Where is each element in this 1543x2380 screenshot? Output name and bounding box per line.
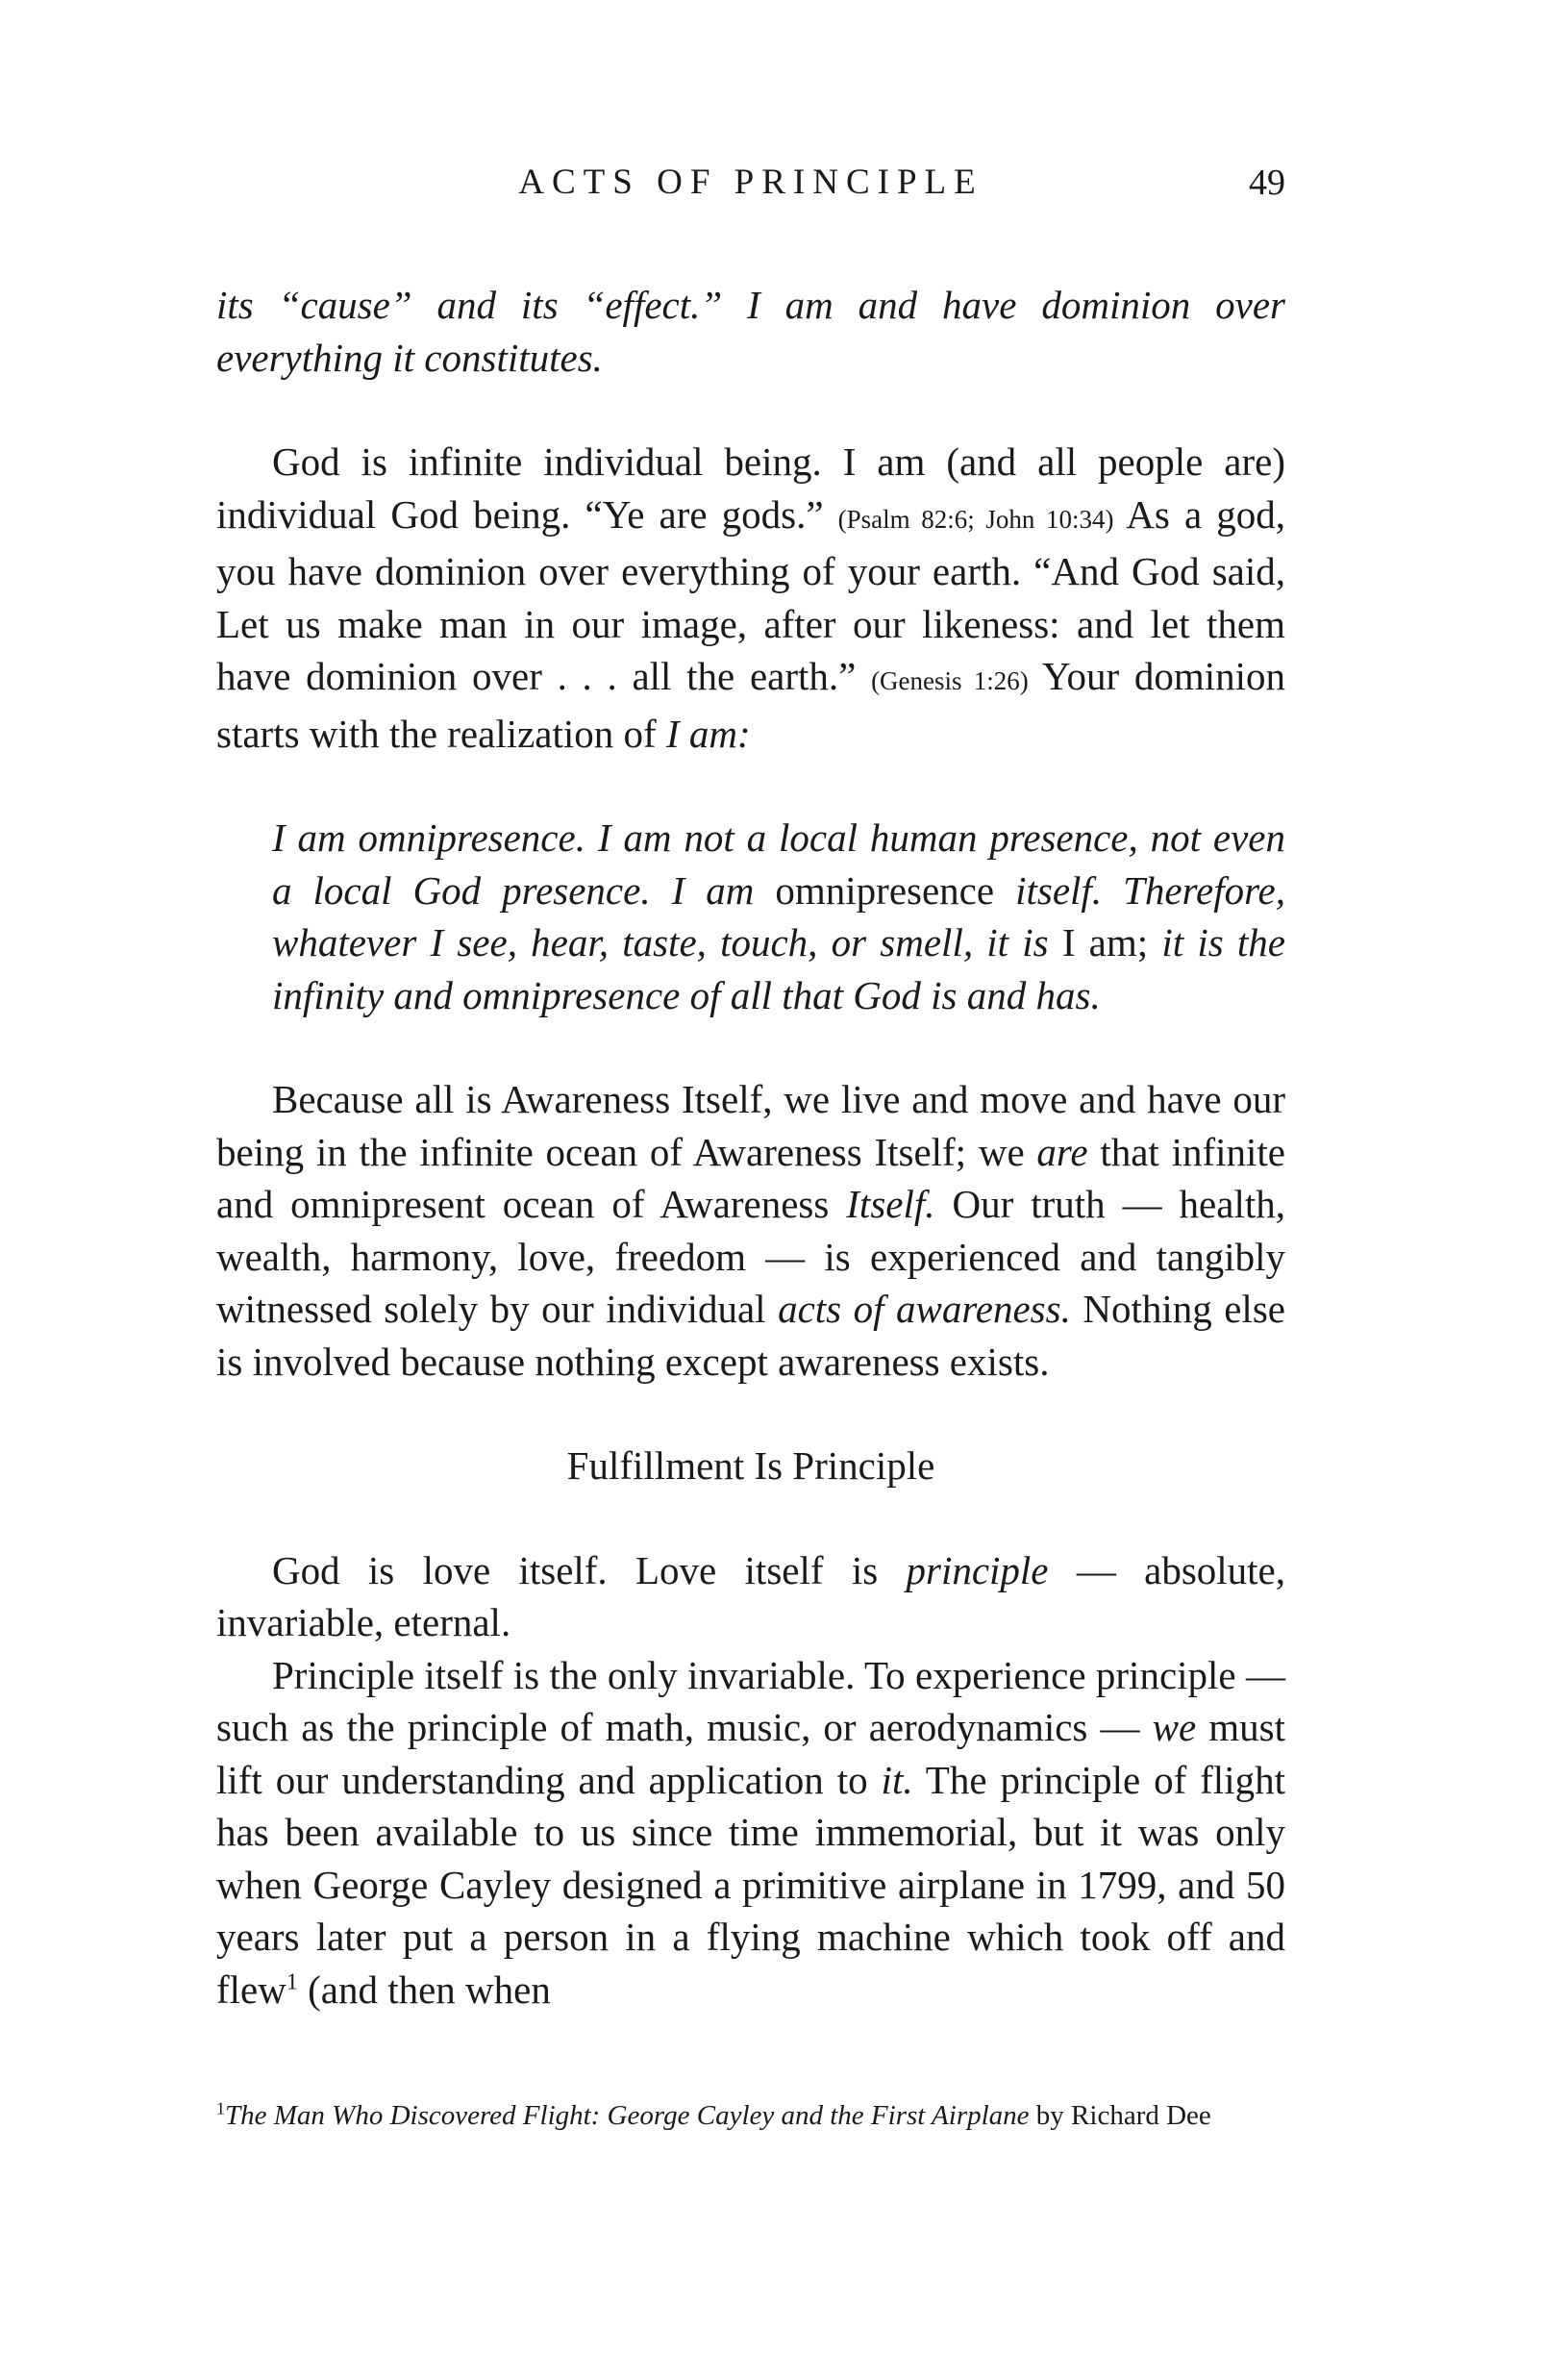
paragraph-text: Principle itself is the only invariable. To experience principle — such as the principle of math, music, or aerodynamics — xyxy=(216,1652,1285,1749)
paragraph-text: its “cause” and its “effect.” I am and have dominion over everything it constitutes. xyxy=(216,283,1285,380)
paragraph-text: Nothing else is involved because nothing except awareness exists. xyxy=(216,1287,1285,1384)
quote-text: I am omnipresence. I am not a local human presence, not even a local God presence. I am xyxy=(272,815,1285,913)
emphasis-text: we xyxy=(1152,1705,1197,1749)
emphasis-text: it. xyxy=(881,1757,913,1802)
emphasis-text: Itself. xyxy=(846,1182,935,1226)
paragraph-principle-itself xyxy=(216,1649,1285,2017)
running-head xyxy=(216,162,1285,210)
quote-roman-text: omnipresence xyxy=(775,867,1016,913)
emphasis-text: principle xyxy=(906,1547,1049,1592)
paragraph-text: Our truth — health, wealth, harmony, love, freedom — is experienced and tangibly witnessed solely by our individual xyxy=(216,1182,1285,1331)
paragraph-text: — absolute, invariable, eternal. xyxy=(216,1547,1286,1644)
book-page xyxy=(216,0,1285,2380)
quote-text: itself. Therefore, whatever I see, hear, taste, touch, or smell, it is xyxy=(272,867,1285,965)
section-heading: Fulfillment Is Principle xyxy=(566,1443,935,1488)
paragraph-god-is-infinite xyxy=(216,436,1285,760)
emphasis-text: I am: xyxy=(665,711,751,756)
scripture-citation: (Genesis 1:26) xyxy=(871,666,1029,695)
paragraph-text: Your dominion starts with the realization of xyxy=(216,654,1285,756)
paragraph-continuation xyxy=(216,279,1285,384)
footnote-book-title: The Man Who Discovered Flight: George Cayley and the First Airplane xyxy=(225,2100,1030,2131)
paragraph-text: that infinite and omnipresent ocean of Awareness xyxy=(216,1129,1285,1226)
paragraph-text: God is infinite individual being. I am (and all people are) individual God being. “Ye are gods.” xyxy=(216,439,1285,537)
paragraph-awareness xyxy=(216,1073,1285,1388)
page-number: 49 xyxy=(1249,163,1285,203)
body-text xyxy=(216,279,1285,2016)
footnote-marker: 1 xyxy=(216,2098,225,2118)
paragraph-text: must lift our understanding and application to xyxy=(216,1705,1285,1802)
paragraph-love-itself xyxy=(216,1544,1285,1649)
paragraph-text: The principle of flight has been available to us since time immemorial, but it was only when George Cayley designed a primitive airplane in 1799, and 50 years later put a person in a flying machine which took off and flew xyxy=(216,1757,1285,2012)
footnote-author: by Richard Dee xyxy=(1029,2100,1211,2131)
paragraph-text: God is love itself. Love itself is xyxy=(272,1547,907,1592)
quote-roman-text: I am; xyxy=(1061,920,1162,965)
emphasis-text: acts of awareness. xyxy=(778,1287,1071,1331)
footnote-reference: 1 xyxy=(286,1968,298,1994)
running-title: ACTS OF PRINCIPLE xyxy=(518,163,983,202)
paragraph-text: As a god, you have dominion over everything of your earth. “And God said, Let us make man in our image, after our likeness: and let them have dominion over . . . all the earth.” xyxy=(216,491,1286,698)
block-quote xyxy=(216,812,1285,1021)
quote-text: it is the infinity and omnipresence of all that God is and has. xyxy=(272,920,1285,1017)
paragraph-text: (and then when xyxy=(297,1967,551,2012)
footnote xyxy=(216,2096,1285,2135)
emphasis-text: are xyxy=(1036,1129,1088,1174)
scripture-citation: (Psalm 82:6; John 10:34) xyxy=(837,504,1114,534)
paragraph-text: Because all is Awareness Itself, we live and move and have our being in the infinite ocean of Awareness Itself; we xyxy=(216,1077,1285,1174)
